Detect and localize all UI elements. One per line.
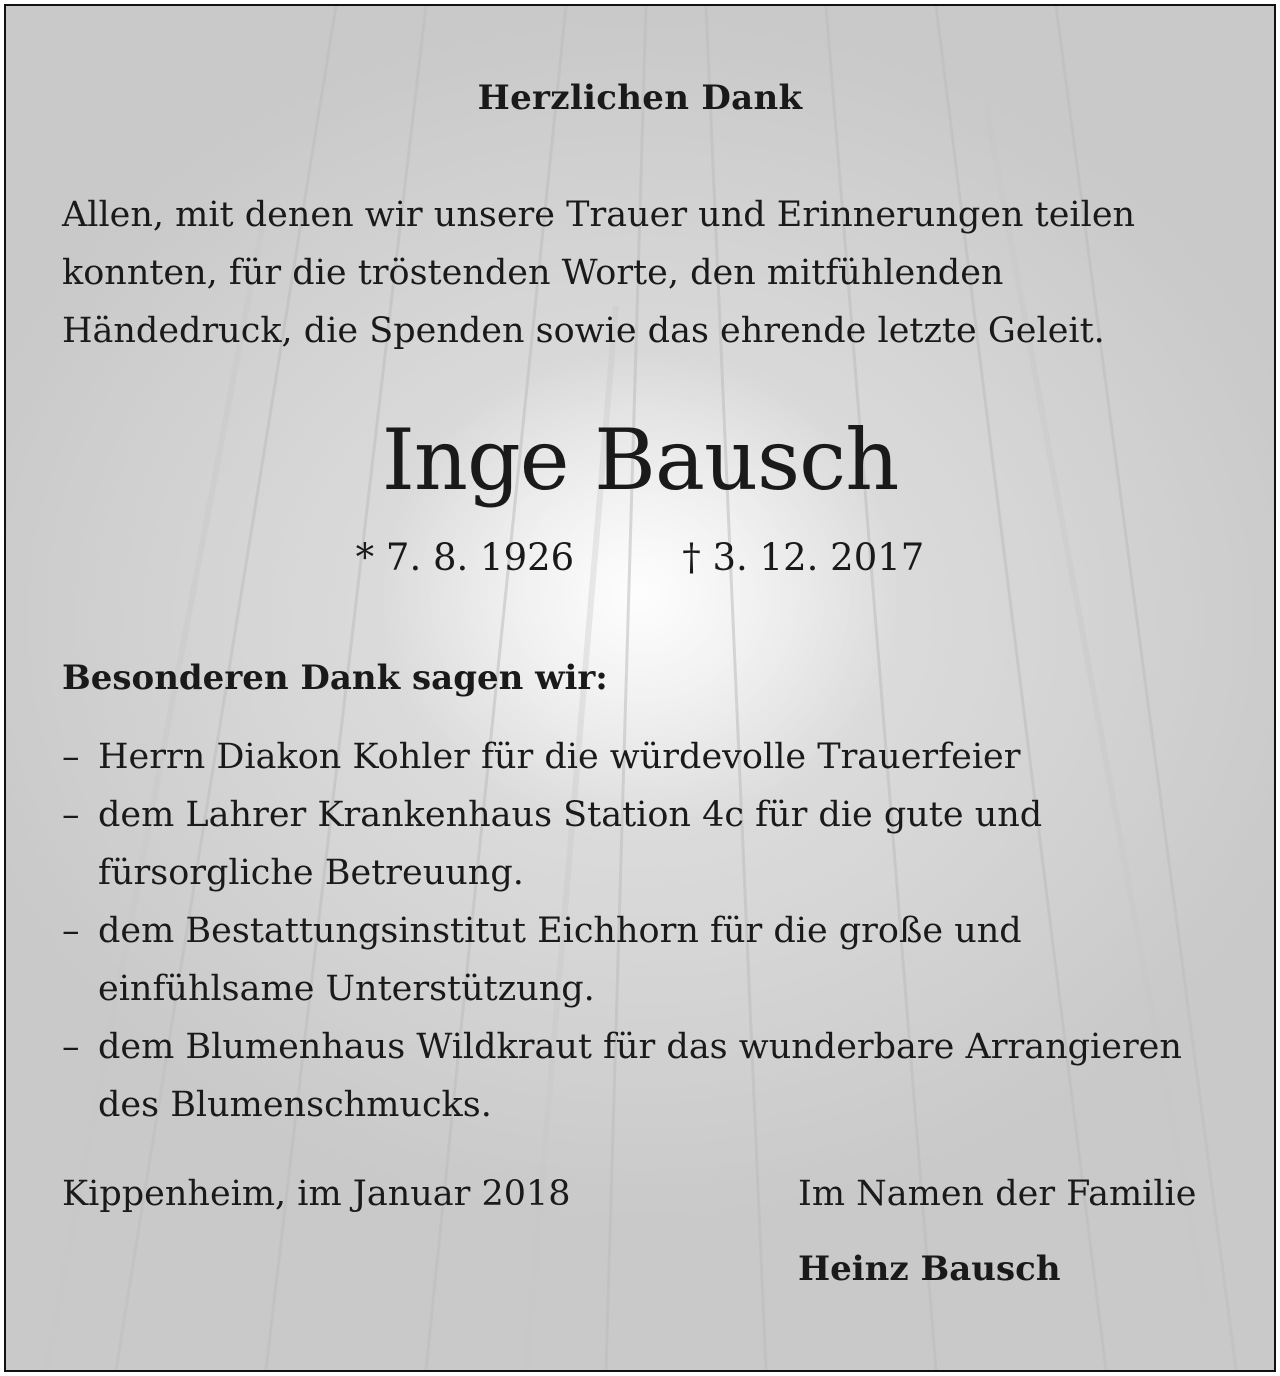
- intro-paragraph: Allen, mit denen wir unsere Trauer und Erinnerungen teilen konnten, für die tröstenden Worte, den mitfühlenden Händedruck, die Spenden sowie das ehrende letzte Geleit.: [62, 195, 1136, 351]
- thanks-title: Besonderen Dank sagen wir:: [62, 658, 608, 698]
- list-item: – dem Blumenhaus Wildkraut für das wunderbare Arrangieren des Blumenschmucks.: [62, 1018, 1222, 1134]
- list-item: – dem Bestattungsinstitut Eichhorn für die große und einfühlsame Unterstützung.: [62, 902, 1222, 1018]
- place-and-date: Kippenheim, im Januar 2018: [62, 1174, 571, 1214]
- notice-content: [6, 6, 1274, 1370]
- deceased-name: Inge Bausch: [381, 411, 899, 509]
- obituary-notice: [4, 4, 1276, 1372]
- list-item: – dem Lahrer Krankenhaus Station 4c für die gute und fürsorgliche Betreuung.: [62, 786, 1222, 902]
- thanks-list: [62, 728, 1222, 1134]
- signer-name: Heinz Bausch: [798, 1249, 1061, 1289]
- birth-date: * 7. 8. 1926: [355, 536, 575, 579]
- list-item: – Herrn Diakon Kohler für die würdevolle Trauerfeier: [62, 728, 1222, 786]
- on-behalf-line: Im Namen der Familie: [798, 1174, 1197, 1214]
- death-date: † 3. 12. 2017: [682, 536, 925, 579]
- life-dates: [6, 536, 1274, 579]
- notice-heading: Herzlichen Dank: [477, 78, 803, 118]
